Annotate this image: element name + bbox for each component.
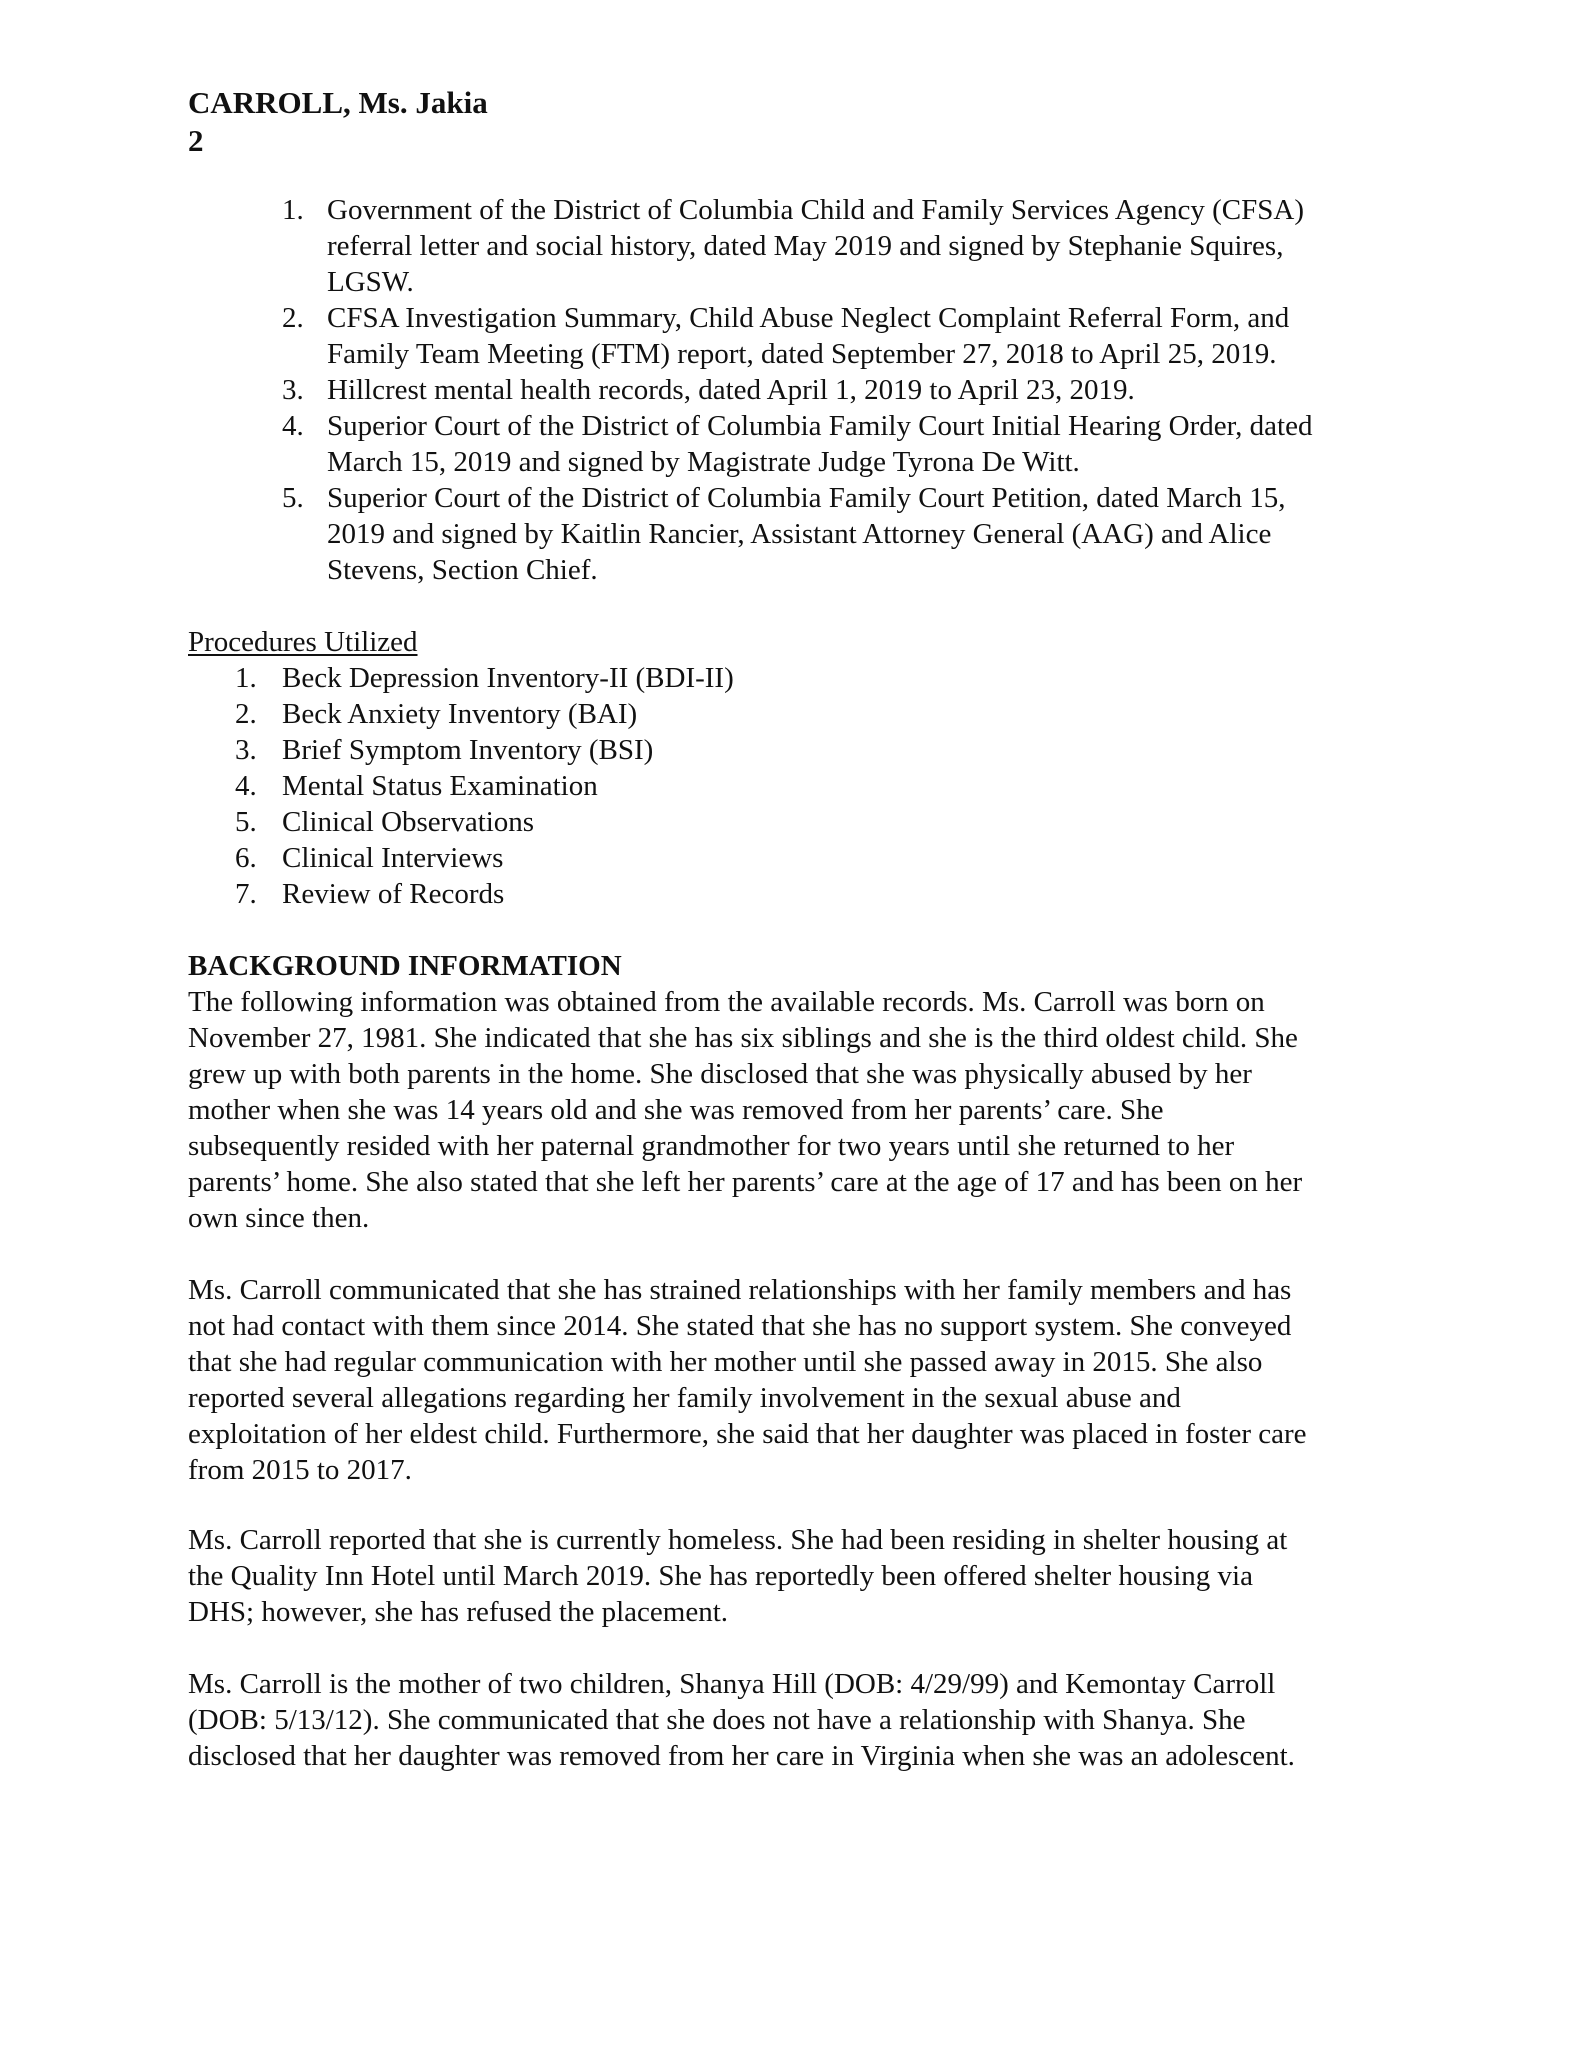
background-heading: BACKGROUND INFORMATION [188,950,622,982]
paragraph-line: November 27, 1981. She indicated that she has six siblings and she is the third oldest child. She [188,1022,1298,1054]
record-item-line: Family Team Meeting (FTM) report, dated September 27, 2018 to April 25, 2019. [327,338,1277,370]
record-item [282,192,1422,300]
record-item-line: Government of the District of Columbia Child and Family Services Agency (CFSA) [327,194,1305,226]
background-paragraph [188,984,1418,1236]
paragraph-line: not had contact with them since 2014. She stated that she has no support system. She conveyed [188,1310,1292,1342]
client-name: CARROLL, Ms. Jakia [188,85,488,120]
paragraph-line: subsequently resided with her paternal grandmother for two years until she returned to her [188,1130,1235,1162]
paragraph-line: The following information was obtained from the available records. Ms. Carroll was born on [188,986,1265,1018]
procedure-item [235,768,734,804]
paragraph-line: the Quality Inn Hotel until March 2019. She has reportedly been offered shelter housing via [188,1560,1253,1592]
paragraph-line: reported several allegations regarding her family involvement in the sexual abuse and [188,1382,1181,1414]
record-item-line: Superior Court of the District of Columbia Family Court Initial Hearing Order, dated [327,410,1313,442]
paragraph-line: Ms. Carroll communicated that she has strained relationships with her family members and has [188,1274,1292,1306]
paragraph-line: Ms. Carroll reported that she is currently homeless. She had been residing in shelter housing at [188,1524,1288,1556]
record-item-line: Stevens, Section Chief. [327,554,598,586]
procedures-list [235,660,734,912]
procedure-text: Beck Depression Inventory-II (BDI-II) [282,662,734,694]
paragraph-line: that she had regular communication with her mother until she passed away in 2015. She also [188,1346,1263,1378]
procedure-text: Mental Status Examination [282,770,598,802]
paragraph-line: Ms. Carroll is the mother of two children, Shanya Hill (DOB: 4/29/99) and Kemontay Carroll [188,1668,1276,1700]
page-header [188,84,488,160]
procedure-number: 5. [235,806,257,838]
record-item-line: 2019 and signed by Kaitlin Rancier, Assistant Attorney General (AAG) and Alice [327,518,1272,550]
record-item-number: 3. [282,374,304,406]
procedure-number: 6. [235,842,257,874]
records-reviewed-list [282,192,1422,588]
procedure-item [235,876,734,912]
paragraph-line: mother when she was 14 years old and she was removed from her parents’ care. She [188,1094,1164,1126]
record-item-line: CFSA Investigation Summary, Child Abuse Neglect Complaint Referral Form, and [327,302,1290,334]
procedure-number: 2. [235,698,257,730]
paragraph-line: exploitation of her eldest child. Furthermore, she said that her daughter was placed in foster care [188,1418,1307,1450]
background-paragraph [188,1666,1418,1774]
record-item-line: LGSW. [327,266,414,298]
record-item [282,408,1422,480]
procedure-item [235,840,734,876]
record-item-number: 5. [282,482,304,514]
paragraph-line: from 2015 to 2017. [188,1454,412,1486]
procedures-title: Procedures Utilized [188,626,418,658]
paragraph-line: DHS; however, she has refused the placement. [188,1596,728,1628]
procedure-number: 3. [235,734,257,766]
procedure-number: 4. [235,770,257,802]
record-item-line: referral letter and social history, dated May 2019 and signed by Stephanie Squires, [327,230,1284,262]
procedure-text: Clinical Observations [282,806,535,838]
record-item-number: 2. [282,302,304,334]
background-paragraph [188,1522,1418,1630]
procedure-text: Clinical Interviews [282,842,504,874]
paragraph-line: disclosed that her daughter was removed from her care in Virginia when she was an adolescent. [188,1740,1295,1772]
record-item-line: Hillcrest mental health records, dated April 1, 2019 to April 23, 2019. [327,374,1135,406]
record-item [282,372,1422,408]
procedure-number: 1. [235,662,257,694]
procedure-text: Beck Anxiety Inventory (BAI) [282,698,638,730]
procedure-item [235,696,734,732]
record-item-number: 1. [282,194,304,226]
paragraph-line: grew up with both parents in the home. She disclosed that she was physically abused by her [188,1058,1252,1090]
record-item-line: March 15, 2019 and signed by Magistrate Judge Tyrona De Witt. [327,446,1080,478]
procedure-number: 7. [235,878,257,910]
record-item-number: 4. [282,410,304,442]
procedure-item [235,660,734,696]
page-number: 2 [188,123,204,158]
procedure-text: Review of Records [282,878,505,910]
paragraph-line: (DOB: 5/13/12). She communicated that she does not have a relationship with Shanya. She [188,1704,1246,1736]
record-item [282,300,1422,372]
procedure-text: Brief Symptom Inventory (BSI) [282,734,654,766]
procedure-item [235,732,734,768]
record-item-line: Superior Court of the District of Columbia Family Court Petition, dated March 15, [327,482,1286,514]
record-item [282,480,1422,588]
background-paragraph [188,1272,1418,1488]
paragraph-line: parents’ home. She also stated that she left her parents’ care at the age of 17 and has been on her [188,1166,1303,1198]
procedure-item [235,804,734,840]
paragraph-line: own since then. [188,1202,370,1234]
